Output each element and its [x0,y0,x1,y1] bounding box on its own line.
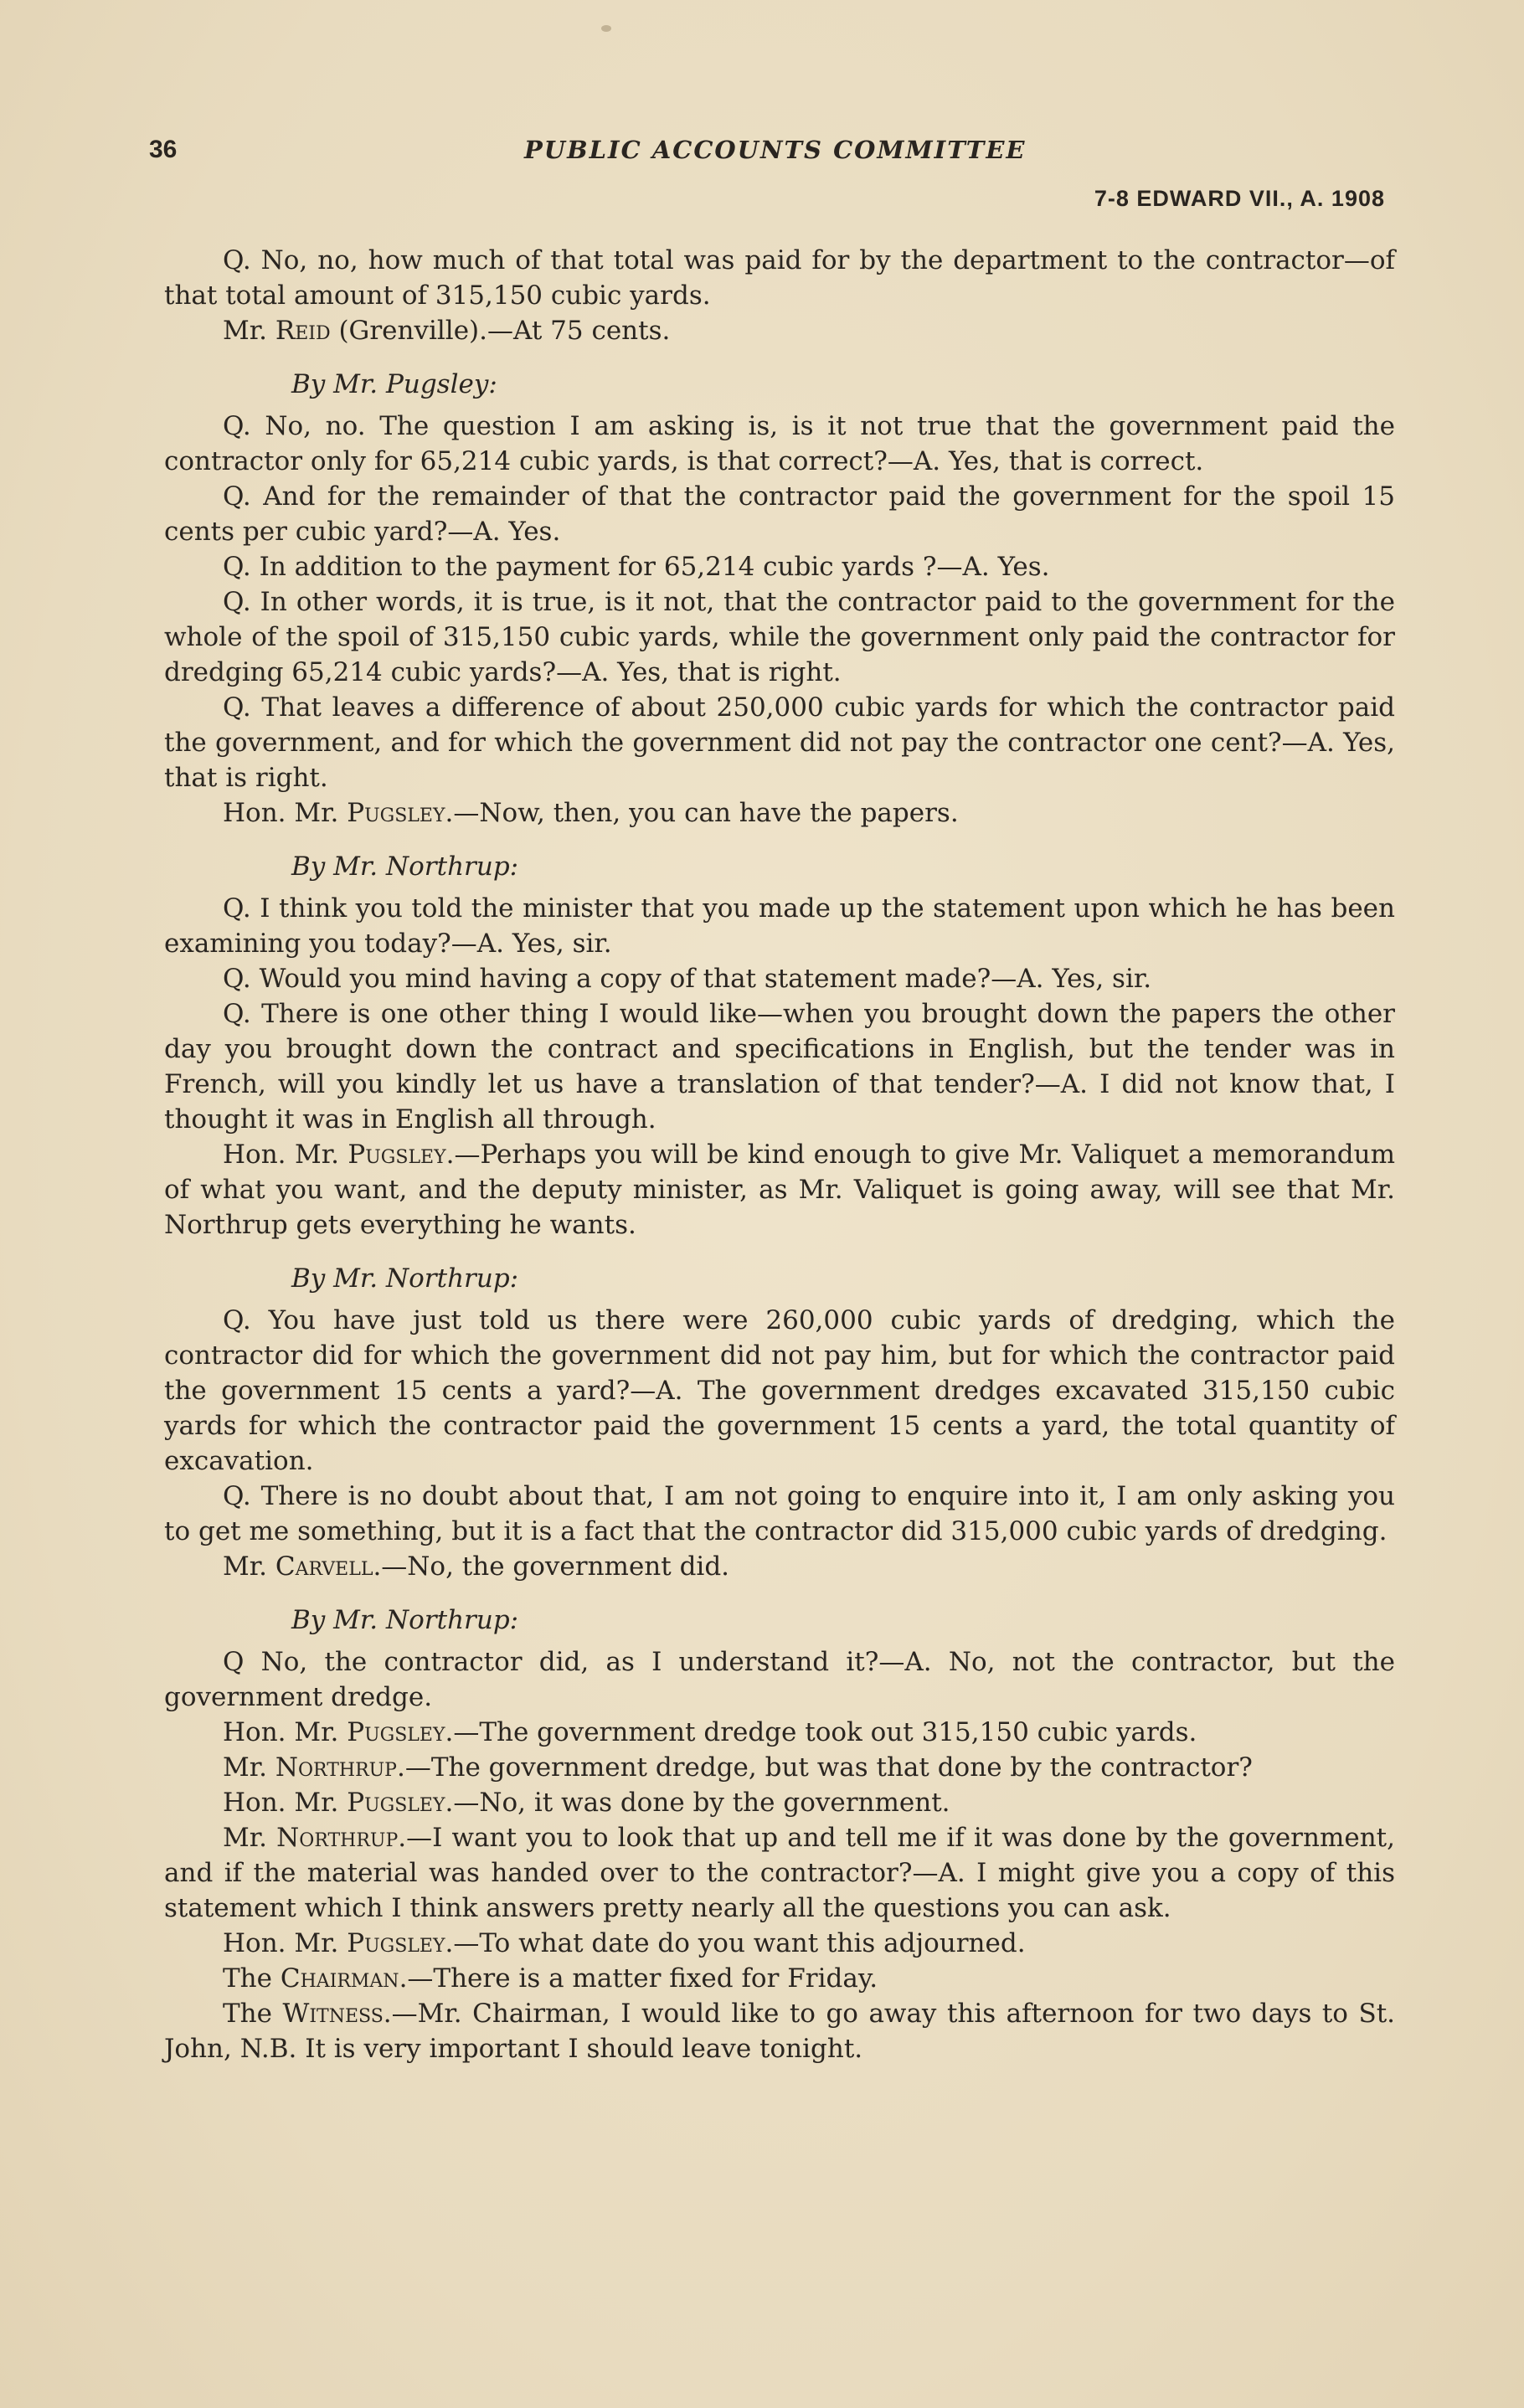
question-paragraph: Q. There is no doubt about that, I am not going to enquire into it, I am only asking you to get me something, but it is a fact that the contractor did 315,000 cubic yards of dredging. [164,1481,1395,1546]
speaker-title: Mr. [223,316,275,346]
question-paragraph: Q. And for the remainder of that the contractor paid the government for the spoil 15 cents per cubic yard?—A. Yes. [164,481,1395,547]
examiner-byline: By Mr. Northrup: [291,852,519,882]
question-paragraph: Q. No, no. The question I am asking is, is it not true that the government paid the contractor only for 65,214 cubic yards, is that correct?—A. Yes, that is correct. [164,411,1395,476]
speaker-title: Hon. Mr. [223,798,348,828]
question-paragraph: Q. No, no, how much of that total was paid for by the department to the contractor—of that total amount of 315,150 cubic yards. [164,245,1395,311]
speaker-name: Witness [282,1999,384,2029]
speech-text: .—There is a matter fixed for Friday. [399,1963,878,1994]
speaker-name: Pugsley [347,1788,445,1818]
speaker-name: Carvell [275,1551,373,1582]
speaker-paragraph [164,1785,1395,1820]
speaker-paragraph [164,1961,1395,1996]
question-paragraph: Q. Would you mind having a copy of that statement made?—A. Yes, sir. [223,964,1152,994]
speaker-title: Hon. Mr. [223,1788,348,1818]
speaker-title: Hon. Mr. [223,1140,348,1170]
speech-text: .—Now, then, you can have the papers. [445,798,959,828]
speaker-title: Mr. [223,1823,277,1853]
ink-smudge [601,25,611,32]
speech-text: .—Perhaps you will be kind enough to give Mr. Valiquet a memorandum of what you want, and the deputy minister, as Mr. Valiquet is going away, will see that Mr. Northrup gets everything he wants. [164,1140,1395,1240]
speaker-paragraph [164,313,1395,348]
speaker-paragraph [164,1750,1395,1785]
speaker-title: Hon. Mr. [223,1717,348,1747]
speaker-paragraph [164,1549,1395,1584]
question-paragraph: Q. In addition to the payment for 65,214 cubic yards ?—A. Yes. [223,552,1050,582]
speaker-name: Northrup [276,1823,399,1853]
speaker-paragraph [164,795,1395,831]
examiner-byline: By Mr. Northrup: [291,1605,519,1635]
speaker-paragraph [164,1820,1395,1926]
speaker-paragraph [164,1137,1395,1243]
speaker-paragraph [164,1996,1395,2066]
speaker-title: Mr. [223,1551,275,1582]
examiner-byline: By Mr. Northrup: [291,1263,519,1294]
speech-text: (Grenville).—At 75 cents. [330,316,671,346]
speaker-title: Hon. Mr. [223,1928,348,1958]
session-line: 7-8 EDWARD VII., A. 1908 [1094,186,1385,211]
speaker-title: Mr. [223,1752,275,1783]
speech-text: .—Mr. Chairman, I would like to go away this afternoon for two days to St. John, N.B. It is very important I should leave tonight. [164,1999,1396,2064]
question-paragraph: Q. I think you told the minister that you made up the statement upon which he has been examining you today?—A. Yes, sir. [164,893,1395,959]
speaker-paragraph [164,1926,1395,1961]
speaker-name: Pugsley [347,798,445,828]
running-head: PUBLIC ACCOUNTS COMMITTEE [524,136,1027,164]
page-number: 36 [149,136,178,163]
speaker-name: Pugsley [347,1928,445,1958]
speech-text: .—No, the government did. [373,1551,730,1582]
transcript-body [164,243,1395,2066]
speaker-name: Chairman [280,1963,399,1994]
speech-text: .—The government dredge, but was that done by the contractor? [396,1752,1253,1783]
question-paragraph: Q No, the contractor did, as I understand it?—A. No, not the contractor, but the government dredge. [164,1647,1395,1712]
question-paragraph: Q. There is one other thing I would like—when you brought down the papers the other day you brought down the contract and specifications in English, but the tender was in French, will you kindly let us have a translation of that tender?—A. I did not know that, I thought it was in English all through. [164,999,1395,1135]
speech-text: .—The government dredge took out 315,150 cubic yards. [445,1717,1197,1747]
examiner-byline: By Mr. Pugsley: [291,369,497,399]
speech-text: .—To what date do you want this adjourned. [445,1928,1026,1958]
question-paragraph: Q. In other words, it is true, is it not, that the contractor paid to the government for the whole of the spoil of 315,150 cubic yards, while the government only paid the contractor for dredging 65,214 cubic yards?—A. Yes, that is right. [164,587,1395,687]
speaker-title: The [223,1963,281,1994]
speech-text: .—No, it was done by the government. [445,1788,950,1818]
speaker-name: Pugsley [347,1717,445,1747]
question-paragraph: Q. You have just told us there were 260,000 cubic yards of dredging, which the contractor did for which the government did not pay him, but for which the contractor paid the government 15 cents a yard?—A. The government dredges excavated 315,150 cubic yards for which the contractor paid the government 15 cents a yard, the total quantity of excavation. [164,1305,1395,1476]
speaker-name: Reid [275,316,331,346]
speaker-title: The [223,1999,283,2029]
speaker-paragraph [164,1715,1395,1750]
speaker-name: Pugsley [348,1140,446,1170]
page-header [149,136,1405,169]
question-paragraph: Q. That leaves a difference of about 250,000 cubic yards for which the contractor paid the government, and for which the government did not pay the contractor one cent?—A. Yes, that is right. [164,692,1395,793]
speaker-name: Northrup [275,1752,397,1783]
speech-text: .—I want you to look that up and tell me if it was done by the government, and if the material was handed over to the contractor?—A. I might give you a copy of this statement which I think answers pretty nearly all the questions you can ask. [164,1823,1395,1923]
